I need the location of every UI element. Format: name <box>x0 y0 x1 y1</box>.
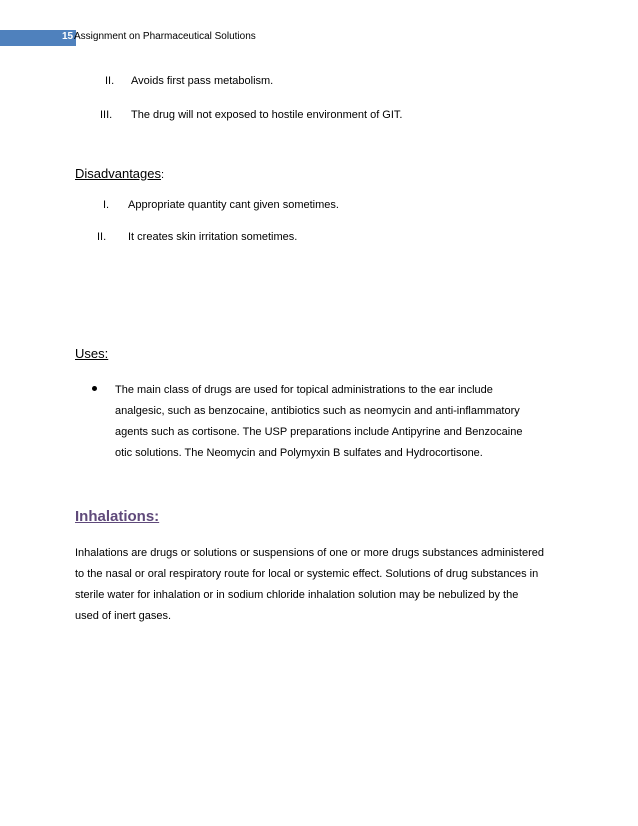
disadvantages-heading <box>75 166 164 181</box>
list-item-number: II. <box>105 75 115 87</box>
inhalations-paragraph: Inhalations are drugs or solutions or suspensions of one or more drugs substances administered to the nasal or oral respiratory route for local or systemic effect. Solutions of drug substances in sterile water for inhalation or in sodium chloride inhalation solution may be nebulized by the used of inert gases. <box>75 547 544 622</box>
list-item-number: II. <box>97 231 107 243</box>
page-number: 15 <box>62 31 74 42</box>
list-item-text: Appropriate quantity cant given sometimes. <box>128 199 339 211</box>
disadvantages-heading-suffix: : <box>161 169 165 181</box>
list-item-text: It creates skin irritation sometimes. <box>128 231 298 243</box>
inhalations-heading: Inhalations: <box>75 508 160 525</box>
header-title: Assignment on Pharmaceutical Solutions <box>74 31 256 42</box>
uses-bullet-text: The main class of drugs are used for topical administrations to the ear include analgesic, such as benzocaine, antibiotics such as neomycin and anti-inflammatory agents such as cortisone. The USP preparations include Antipyrine and Benzocaine otic solutions. The Neomycin and Polymyxin B sulfates and Hydrocortisone. <box>115 384 523 459</box>
bullet-icon <box>92 386 97 391</box>
list-item-text: The drug will not exposed to hostile environment of GIT. <box>131 109 403 121</box>
list-item-number: III. <box>100 109 113 121</box>
list-item-number: I. <box>103 199 110 211</box>
uses-heading: Uses: <box>75 346 109 361</box>
list-item-text: Avoids first pass metabolism. <box>131 75 274 87</box>
disadvantages-heading-text: Disadvantages <box>75 166 161 181</box>
